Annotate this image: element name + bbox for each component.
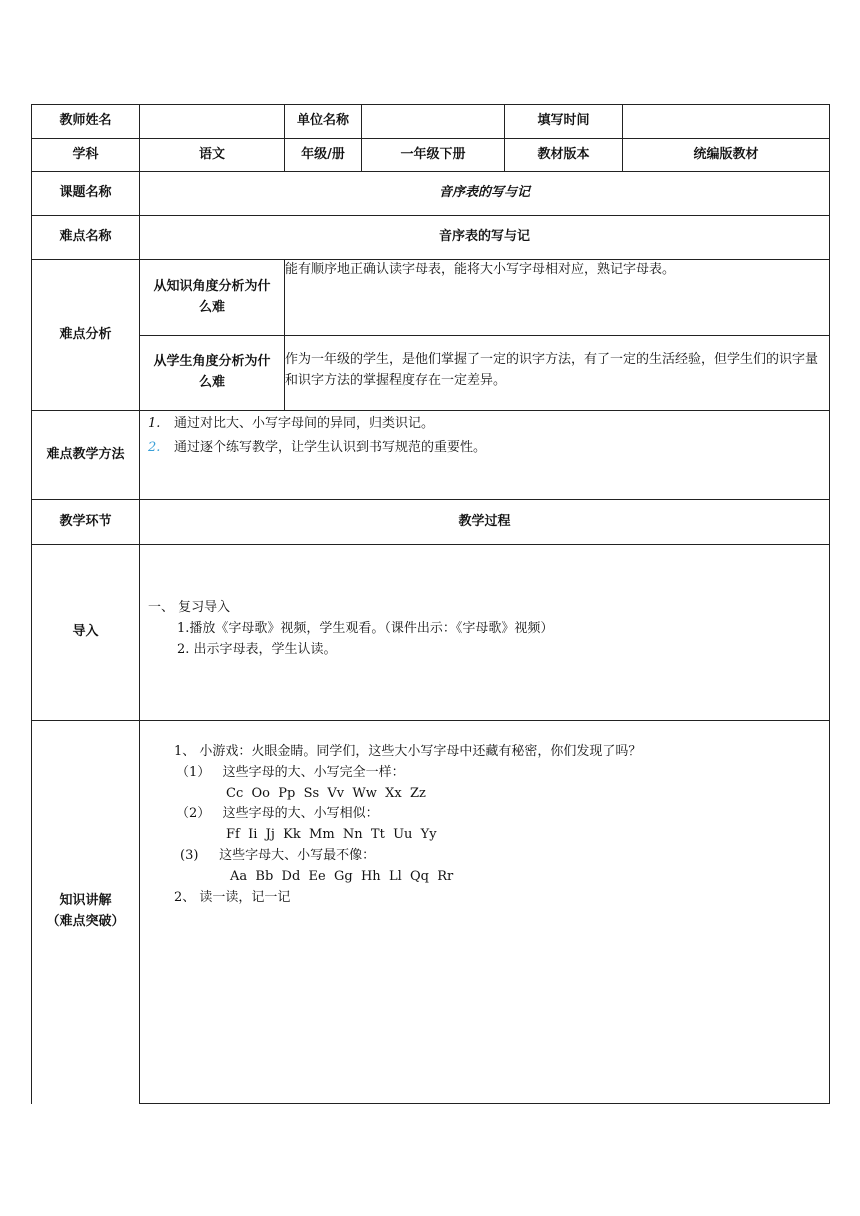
knowledge-angle-text: 能有顺序地正确认读字母表，能将大小写字母相对应，熟记字母表。 [285, 260, 830, 336]
methods-row [32, 411, 830, 500]
intro-content [140, 545, 830, 721]
header-row-2 [32, 139, 830, 172]
time-label: 填写时间 [505, 105, 623, 139]
knowledge-line-5: Ff Ii Jj Kk Mm Nn Tt Uu Yy [226, 827, 437, 843]
analysis-row-knowledge [32, 260, 830, 336]
knowledge-line-6: (3) 这些字母大、小写最不像： [180, 847, 376, 863]
teacher-label: 教师姓名 [32, 105, 140, 139]
knowledge-line-7: Aa Bb Dd Ee Gg Hh Ll Qq Rr [230, 868, 454, 884]
unit-value [362, 105, 505, 139]
difficulty-row [32, 216, 830, 260]
knowledge-line-3: Cc Oo Pp Ss Vv Ww Xx Zz [226, 785, 426, 801]
topic-value: 音序表的写与记 [140, 172, 830, 216]
method-number-1: 1. [148, 416, 161, 431]
student-angle-label: 从学生角度分析为什么难 [140, 336, 285, 411]
knowledge-row [32, 721, 830, 1104]
teacher-value [140, 105, 285, 139]
subject-value: 语文 [140, 139, 285, 172]
knowledge-label-line-2: （难点突破） [46, 914, 125, 930]
knowledge-line-2: （1） 这些字母的大、小写完全一样： [176, 764, 405, 780]
method-item-2 [140, 436, 829, 460]
difficulty-label: 难点名称 [32, 216, 140, 260]
unit-label: 单位名称 [285, 105, 362, 139]
process-header: 教学过程 [140, 500, 830, 545]
topic-label: 课题名称 [32, 172, 140, 216]
knowledge-line-8: 2、 读一读，记一记 [174, 889, 291, 905]
analysis-label: 难点分析 [32, 260, 140, 411]
intro-label: 导入 [32, 545, 140, 721]
topic-row [32, 172, 830, 216]
process-header-row [32, 500, 830, 545]
knowledge-label-line-1: 知识讲解 [59, 893, 112, 909]
method-text-1: 通过对比大、小写字母间的异同，归类识记。 [174, 416, 435, 431]
knowledge-angle-label: 从知识角度分析为什么难 [140, 260, 285, 336]
intro-row [32, 545, 830, 721]
difficulty-value: 音序表的写与记 [140, 216, 830, 260]
methods-label: 难点教学方法 [32, 411, 140, 500]
student-angle-text: 作为一年级的学生，是他们掌握了一定的识字方法，有了一定的生活经验，但学生们的识字量和识字方法的掌握程度存在一定差异。 [285, 336, 830, 411]
intro-line-1: 一、 复习导入 [148, 600, 231, 615]
edition-value: 统编版教材 [623, 139, 830, 172]
knowledge-content [140, 721, 830, 1104]
intro-line-2: 1.播放《字母歌》视频，学生观看。（课件出示：《字母歌》视频） [177, 620, 554, 636]
lesson-plan-table [31, 104, 830, 1104]
subject-label: 学科 [32, 139, 140, 172]
method-number-2: 2. [148, 440, 161, 455]
header-row-1 [32, 105, 830, 139]
analysis-row-student [32, 336, 830, 411]
grade-value: 一年级下册 [362, 139, 505, 172]
method-item-1 [140, 412, 829, 436]
time-value [623, 105, 830, 139]
knowledge-line-4: （2） 这些字母的大、小写相似： [176, 806, 379, 822]
edition-label: 教材版本 [505, 139, 623, 172]
methods-list [140, 411, 830, 500]
knowledge-line-1: 1、 小游戏：火眼金睛。同学们，这些大小写字母中还藏有秘密，你们发现了吗？ [174, 744, 642, 759]
knowledge-label [32, 721, 140, 1104]
method-text-2: 通过逐个练写教学，让学生认识到书写规范的重要性。 [174, 440, 487, 455]
grade-label: 年级/册 [285, 139, 362, 172]
stage-header: 教学环节 [32, 500, 140, 545]
intro-line-3: 2. 出示字母表，学生认读。 [177, 641, 337, 657]
